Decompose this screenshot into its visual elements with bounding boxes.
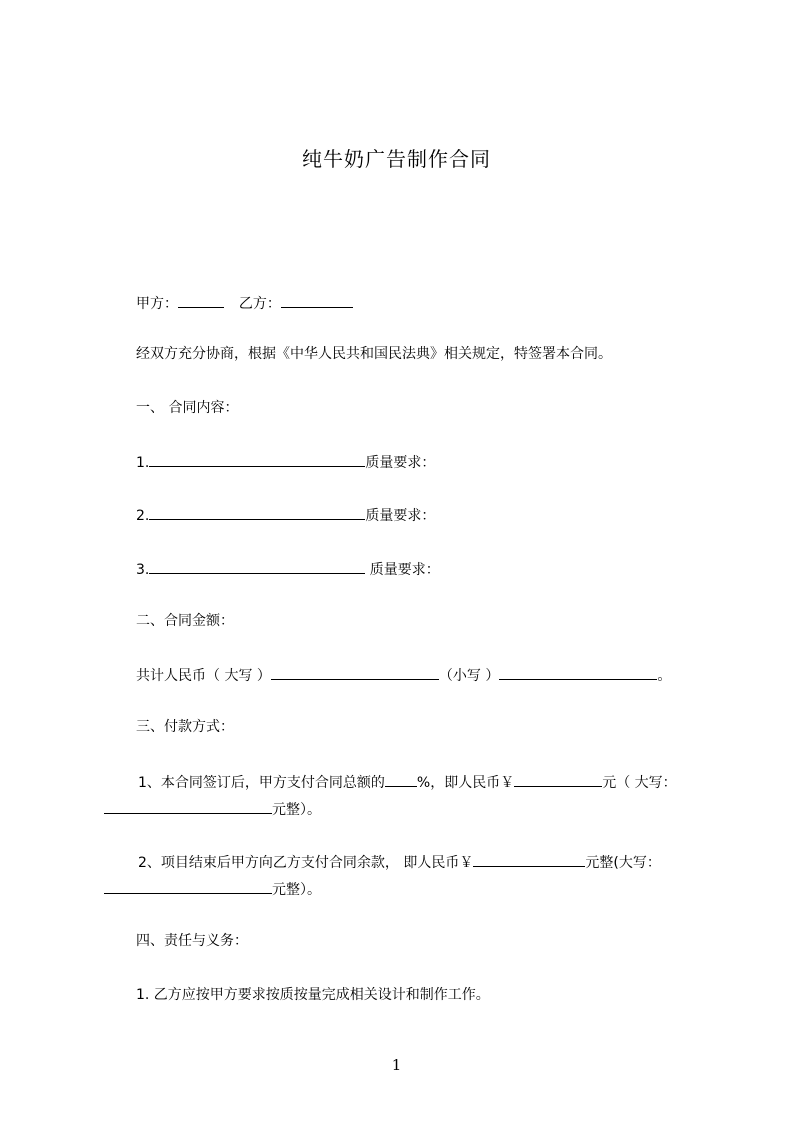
item-suffix: 质量要求： <box>365 562 440 578</box>
payment1-text: 元整）。 <box>272 802 321 818</box>
amount-lowercase-blank[interactable] <box>499 665 657 680</box>
total-suffix: 。 <box>657 668 672 684</box>
payment1-uppercase-blank[interactable] <box>104 799 272 814</box>
item-suffix: 质量要求： <box>365 455 436 471</box>
item-number: 3. <box>136 562 150 578</box>
item-3-blank[interactable] <box>149 559 365 574</box>
item-1-blank[interactable] <box>149 452 365 467</box>
section2-heading: 二、合同金额： <box>136 613 234 629</box>
payment2-text: 元整）。 <box>272 882 321 898</box>
preamble: 经双方充分协商，根据《中华人民共和国民法典》相关规定，特签署本合同。 <box>136 346 612 362</box>
party-a-blank[interactable] <box>178 293 224 308</box>
total-prefix: 共计人民币（ 大写 ） <box>136 668 271 684</box>
payment1-text: 元（ 大写： <box>602 775 677 791</box>
item-number: 1. <box>136 455 150 471</box>
party-a-label: 甲方： <box>136 296 178 312</box>
payment2-line1 <box>138 852 661 872</box>
total-middle: （小写 ） <box>438 668 500 684</box>
page-number: 1 <box>391 1056 402 1074</box>
duty-item-1: 1. 乙方应按甲方要求按质按量完成相关设计和制作工作。 <box>136 987 490 1003</box>
payment2-line2 <box>104 879 321 899</box>
document-title: 纯牛奶广告制作合同 <box>302 147 491 171</box>
item-suffix: 质量要求： <box>365 508 436 524</box>
section4-heading: 四、责任与义务： <box>136 933 248 949</box>
payment2-text: 2、项目结束后甲方向乙方支付合同余款， 即人民币￥ <box>138 855 474 871</box>
total-amount-line <box>136 665 671 685</box>
party-b-label: 乙方： <box>238 296 281 312</box>
payment2-text: 元整(大写： <box>585 855 661 871</box>
amount-uppercase-blank[interactable] <box>271 665 439 680</box>
content-item-1 <box>136 452 435 472</box>
payment1-percent-blank[interactable] <box>385 772 417 787</box>
payment1-text: %，即人民币￥ <box>416 775 515 791</box>
section1-heading: 一、 合同内容： <box>136 400 239 416</box>
section3-heading: 三、付款方式： <box>136 719 234 735</box>
payment1-line2 <box>104 799 321 819</box>
payment1-line1 <box>138 772 677 792</box>
content-item-3 <box>136 559 440 579</box>
payment1-amount-blank[interactable] <box>514 772 602 787</box>
item-2-blank[interactable] <box>149 505 365 520</box>
party-b-blank[interactable] <box>281 293 353 308</box>
item-number: 2. <box>136 508 150 524</box>
payment2-uppercase-blank[interactable] <box>104 879 272 894</box>
payment2-amount-blank[interactable] <box>473 852 585 867</box>
payment1-text: 1、本合同签订后，甲方支付合同总额的 <box>138 775 385 791</box>
parties-line <box>136 293 353 313</box>
content-item-2 <box>136 505 435 525</box>
